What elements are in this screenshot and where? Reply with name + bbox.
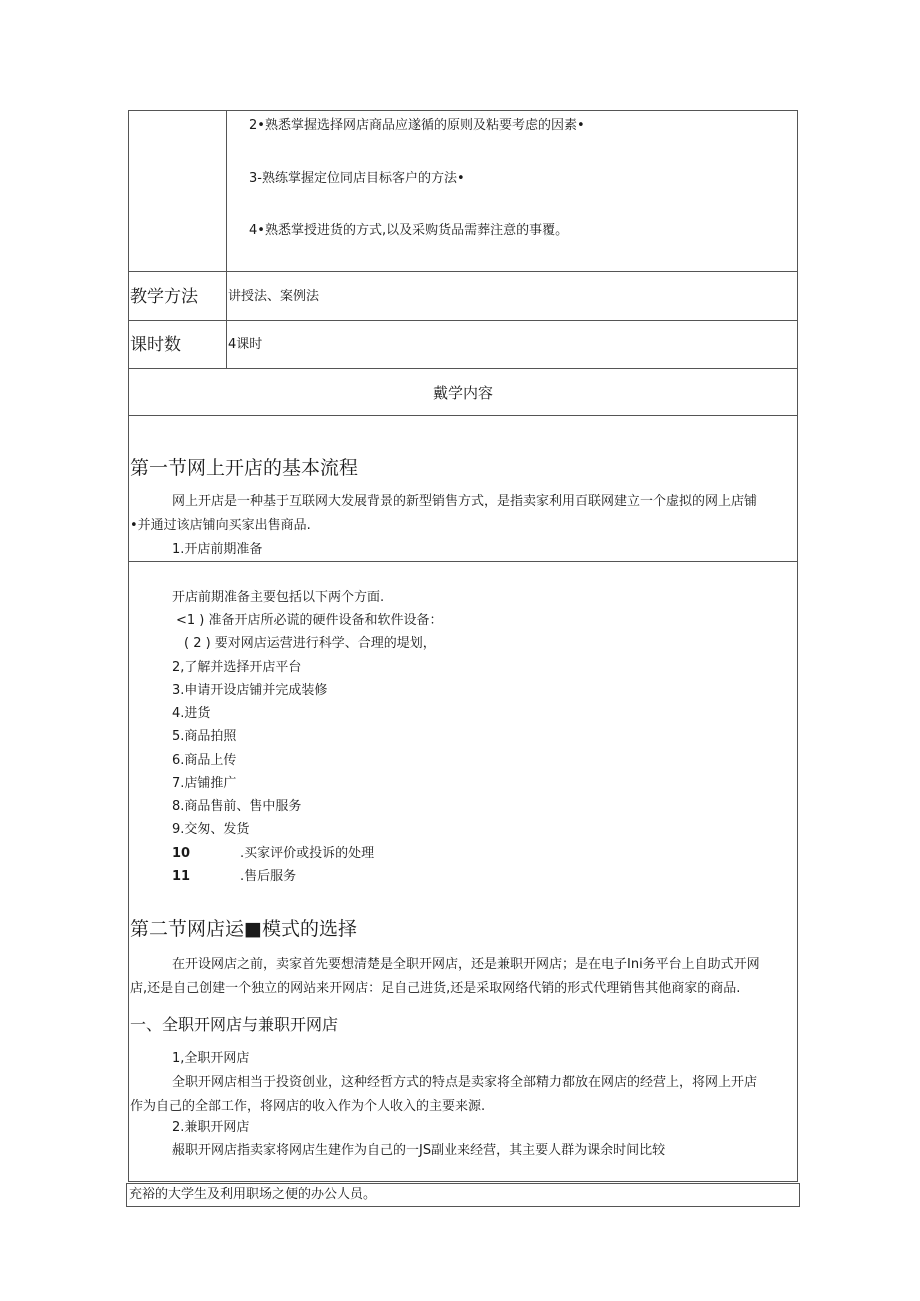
method-label: 教学方法 xyxy=(130,287,198,307)
step-item: 5.商品拍照 xyxy=(172,729,237,744)
row-divider xyxy=(129,320,797,321)
step-11-number: 11 xyxy=(172,869,191,884)
step-item: 2,了解并选择开店平台 xyxy=(172,660,302,675)
section-1-title: 第一节网上开店的基本流程 xyxy=(130,457,359,479)
objective-item: 3-熟练掌握定位同店目标客户的方法• xyxy=(249,171,465,186)
step-item: 4.进货 xyxy=(172,706,211,721)
section-2-subtitle: 一、全职开网店与兼职开网店 xyxy=(130,1015,339,1034)
row-divider xyxy=(129,368,797,369)
step-item: 9.交匆、发货 xyxy=(172,822,250,837)
row-divider xyxy=(129,271,797,272)
row-divider xyxy=(129,415,797,416)
step-11-text: .售后服务 xyxy=(240,869,297,884)
mode-paragraph-line: 全职开网店相当于投资创业，这种经哲方式的特点是卖家将全部精力都放在网店的经营上，将网上开店 xyxy=(172,1075,758,1090)
method-value: 讲授法、案例法 xyxy=(228,289,320,304)
step-item: 3.申请开设店铺并完成装修 xyxy=(172,683,328,698)
section-1-paragraph-line: •并通过该店铺向买家出售商品. xyxy=(130,518,311,533)
hours-value: 4课时 xyxy=(228,337,263,352)
step-10-text: .买家评价或投诉的处理 xyxy=(240,846,375,861)
step-1-heading: 1.开店前期准备 xyxy=(172,542,263,557)
section-1-paragraph-line: 网上开店是一种基于互联网大发展背景的新型销售方式，是指卖家利用百联网建立一个虚拟的网上店铺 xyxy=(172,494,758,509)
step-item: 8.商品售前、售中服务 xyxy=(172,799,302,814)
content-header: 戴学内容 xyxy=(432,384,493,402)
mode-paragraph-line: 赧职开网店指卖家将网店生建作为自己的一JS副业来经营，其主要人群为课余时间比较 xyxy=(172,1143,666,1158)
section-2-title: 第二节网店运■模式的选择 xyxy=(130,918,357,940)
objective-item: 2•熟悉掌握选择网店商品应遂循的原则及粘要考虑的因素• xyxy=(249,118,585,133)
prep-item: ( 2 ) 要对网店运营进行科学、合理的堤划， xyxy=(184,636,436,651)
mode-heading: 2.兼职开网店 xyxy=(172,1120,250,1135)
continuation-box xyxy=(126,1183,800,1207)
step-item: 7.店铺推广 xyxy=(172,776,237,791)
prep-item: <1 ) 准备开店所必谎的硬件设备和软件设备： xyxy=(176,613,443,628)
hours-label: 课时数 xyxy=(130,335,181,355)
prep-intro: 开店前期准备主要包括以下两个方面. xyxy=(172,590,385,605)
section-2-paragraph-line: 店,还是自己创建一个独立的网站来开网店：足自己进货,还是采取网络代销的形式代理销售其他商家的商品. xyxy=(130,981,741,996)
section-2-paragraph-line: 在开设网店之前，卖家首先要想清楚是全职开网店，还是兼职开网店；是在电子Ini务平台上自助式开网 xyxy=(172,957,760,972)
step-10-number: 10 xyxy=(172,846,191,861)
continuation-text: 充裕的大学生及利用职场之便的办公人员。 xyxy=(129,1187,377,1202)
objective-item: 4•熟悉掌授进货的方式,以及采购货品需葬注意的事覆。 xyxy=(249,223,569,238)
step-item: 6.商品上传 xyxy=(172,753,237,768)
lesson-plan-table xyxy=(128,110,798,1182)
mode-heading: 1,全职开网店 xyxy=(172,1051,250,1066)
mode-paragraph-line: 作为自己的全部工作，将网店的收入作为个人收入的主要来源. xyxy=(130,1099,486,1114)
row-divider xyxy=(129,561,797,562)
